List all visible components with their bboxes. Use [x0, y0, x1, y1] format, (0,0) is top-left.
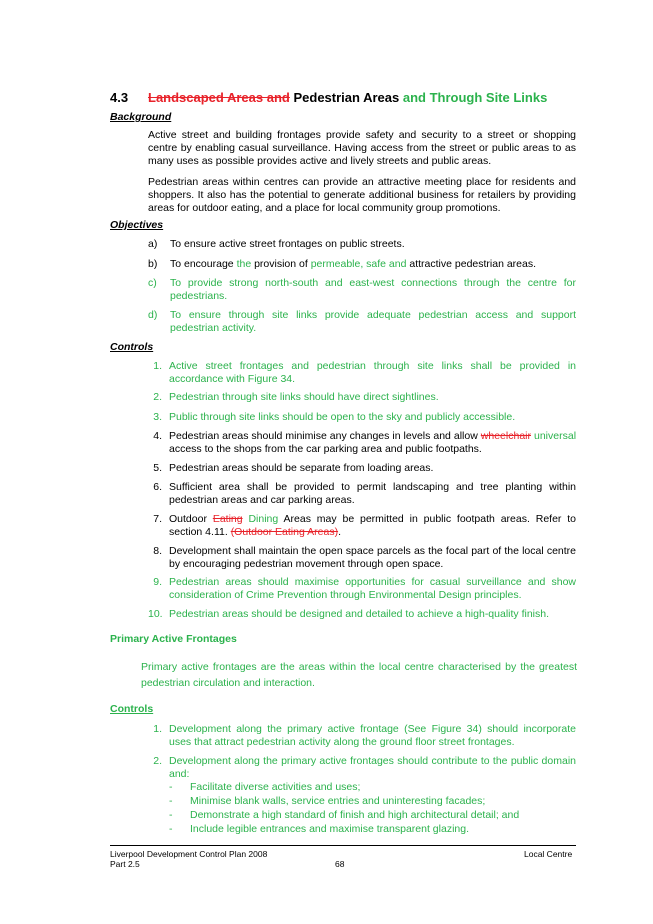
- control-8: [148, 545, 576, 571]
- control-text: Public through site links should be open to the sky and publicly accessible.: [169, 411, 516, 423]
- control-label: 10.: [148, 608, 163, 620]
- control-text: Pedestrian areas should minimise any changes in levels and allow wheelchair universal access to the shops from the car parking area and public footpaths.: [169, 430, 577, 455]
- frontage-control-2: [148, 755, 576, 781]
- objective-d: [148, 309, 576, 335]
- objective-a: [148, 238, 576, 251]
- objective-label: a): [148, 238, 158, 250]
- frontage-bullet-2: [169, 795, 569, 808]
- objective-label: b): [148, 258, 158, 270]
- control-3: [148, 411, 576, 424]
- primary-frontages-title: Primary Active Frontages: [110, 633, 237, 645]
- control-label: 6.: [153, 481, 162, 493]
- background-title: Background: [110, 111, 172, 123]
- footer-page-number: 68: [335, 859, 345, 869]
- control-text: Development along the primary active frontage (See Figure 34) should incorporate uses that attract pedestrian activity along the ground floor street frontages.: [169, 723, 576, 748]
- objective-c: [148, 277, 576, 303]
- footer-document-title: Liverpool Development Control Plan 2008: [110, 849, 268, 859]
- frontage-bullet-3: [169, 809, 569, 822]
- control-text: Sufficient area shall be provided to permit landscaping and tree planting within pedestrian areas and car parking areas.: [169, 481, 576, 506]
- frontage-bullet-1: [169, 781, 569, 794]
- control-text: Development along the primary active frontages should contribute to the public domain and:: [169, 755, 576, 780]
- control-label: 9.: [153, 576, 162, 588]
- objective-text: To provide strong north-south and east-west connections through the centre for pedestrians.: [170, 277, 576, 302]
- control-label: 8.: [153, 545, 162, 557]
- control-10: [148, 608, 576, 621]
- bullet-text: Include legible entrances and maximise transparent glazing.: [190, 823, 469, 835]
- control-label: 7.: [153, 513, 162, 525]
- added-heading-text: and Through Site Links: [402, 90, 548, 105]
- footer-part: Part 2.5: [110, 859, 140, 869]
- heading-main-text: Pedestrian Areas: [293, 90, 400, 105]
- control-label: 1.: [153, 360, 162, 372]
- control-text: Active street frontages and pedestrian through site links shall be provided in accordance with Figure 34.: [169, 360, 576, 385]
- objective-label: d): [148, 309, 158, 321]
- objective-b: [148, 258, 576, 271]
- control-text: Pedestrian through site links should have direct sightlines.: [169, 391, 439, 403]
- control-label: 4.: [153, 430, 162, 442]
- control-5: [148, 462, 576, 475]
- control-2: [148, 391, 576, 404]
- control-4: [148, 430, 576, 456]
- control-7: [148, 513, 576, 539]
- control-text: Pedestrian areas should be separate from loading areas.: [169, 462, 434, 474]
- footer-section: Local Centre: [524, 849, 573, 859]
- control-label: 5.: [153, 462, 162, 474]
- bullet-dash: -: [169, 823, 173, 835]
- frontage-bullet-4: [169, 823, 569, 836]
- objectives-title: Objectives: [110, 219, 164, 231]
- objective-text: To ensure active street frontages on public streets.: [170, 238, 405, 250]
- background-paragraph-1: Active street and building frontages provide safety and security to a street or shopping centre by enabling casual surveillance. Having access from the street or public areas to as many uses as possible provides active and lively streets and public areas.: [148, 129, 576, 167]
- control-text: Pedestrian areas should be designed and detailed to achieve a high-quality finish.: [169, 608, 550, 620]
- control-label: 3.: [153, 411, 162, 423]
- control-text: Development shall maintain the open space parcels as the focal part of the local centre by encouraging pedestrian movement through open space.: [169, 545, 576, 570]
- bullet-text: Minimise blank walls, service entries and uninteresting facades;: [190, 795, 486, 807]
- controls-2-title: Controls: [110, 703, 154, 715]
- section-number: 4.3: [110, 90, 129, 105]
- frontage-control-1: [148, 723, 576, 749]
- primary-frontages-text: Primary active frontages are the areas within the local centre characterised by the greatest pedestrian circulation and interaction.: [141, 661, 577, 689]
- control-1: [148, 360, 576, 386]
- bullet-text: Facilitate diverse activities and uses;: [190, 781, 361, 793]
- background-paragraph-2: Pedestrian areas within centres can provide an attractive meeting place for residents and shoppers. It also has the potential to generate additional business for retailers by providing areas for outdoor eating, and a place for local community group promotions.: [148, 176, 576, 214]
- bullet-text: Demonstrate a high standard of finish and high architectural detail; and: [190, 809, 520, 821]
- bullet-dash: -: [169, 781, 173, 793]
- section-heading: [110, 90, 547, 105]
- control-label: 2.: [153, 755, 162, 767]
- deleted-heading-text: Landscaped Areas and: [148, 90, 290, 105]
- control-9: [148, 576, 576, 602]
- control-text: Outdoor Eating Dining Areas may be permitted in public footpath areas. Refer to section 4.11. (Outdoor Eating Areas).: [169, 513, 577, 538]
- footer-rule: [110, 845, 576, 846]
- control-text: Pedestrian areas should maximise opportunities for casual surveillance and show consideration of Crime Prevention through Environmental Design principles.: [169, 576, 576, 601]
- controls-title: Controls: [110, 341, 154, 353]
- control-6: [148, 481, 576, 507]
- bullet-dash: -: [169, 809, 173, 821]
- control-label: 1.: [153, 723, 162, 735]
- objective-text: To ensure through site links provide adequate pedestrian access and support pedestrian activity.: [170, 309, 576, 334]
- bullet-dash: -: [169, 795, 173, 807]
- objective-label: c): [148, 277, 157, 289]
- objective-text: To encourage the provision of permeable, safe and attractive pedestrian areas.: [170, 258, 537, 270]
- control-label: 2.: [153, 391, 162, 403]
